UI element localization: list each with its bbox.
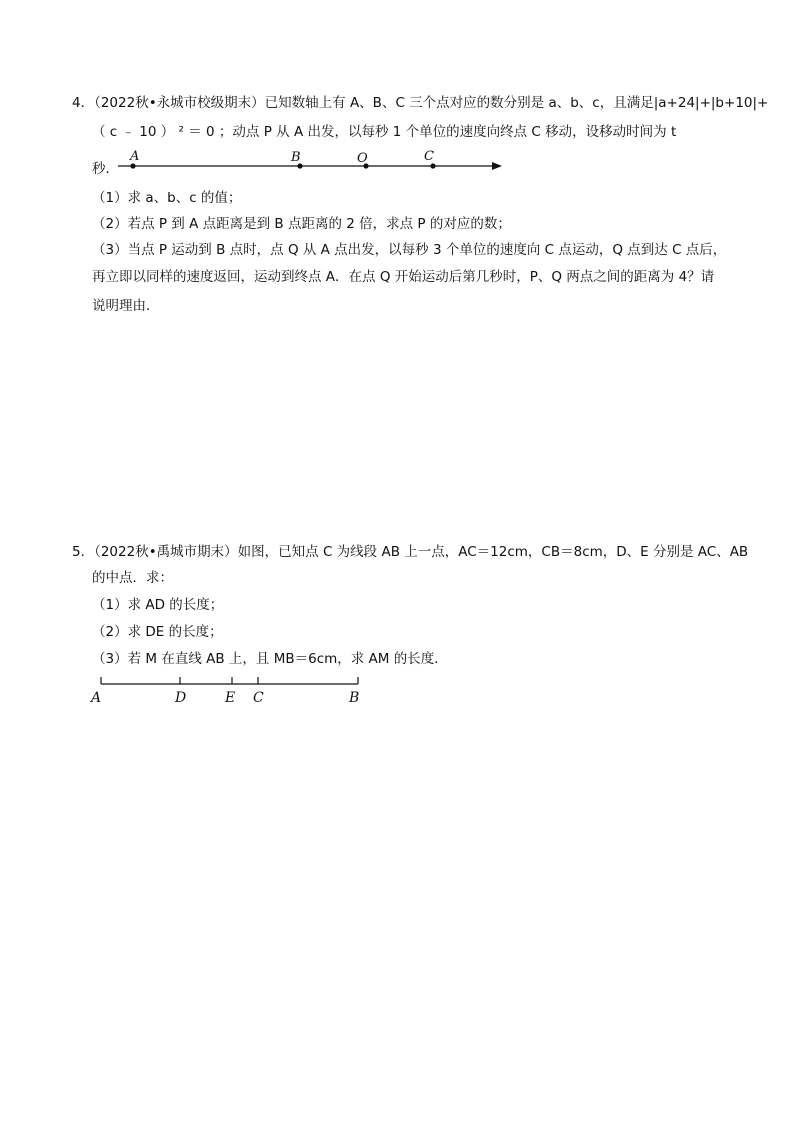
q4-subquestion-3-line-1: （3）当点 P 运动到 B 点时，点 Q 从 A 点出发，以每秒 3 个单位的速度向 C 点运动，Q 点到达 C 点后， [92, 242, 727, 258]
q4-stem-line-1: 4．（2022秋•永城市校级期末）已知数轴上有 A、B、C 三个点对应的数分别是 a、b、c，且满足|a+24|+|b+10|+ [72, 95, 769, 111]
q4-subquestion-2: （2）若点 P 到 A 点距离是到 B 点距离的 2 倍，求点 P 的对应的数； [92, 216, 511, 232]
label-o: O [357, 151, 368, 166]
label-e: E [225, 690, 236, 706]
q5-subquestion-1: （1）求 AD 的长度； [92, 597, 224, 613]
point-c-dot [430, 163, 435, 168]
q5-subquestion-2: （2）求 DE 的长度； [92, 624, 223, 640]
label-b: B [349, 690, 360, 706]
q4-subquestion-3-line-2: 再立即以同样的速度返回，运动到终点 A．在点 Q 开始运动后第几秒时，P、Q 两点之间的距离为 4？请 [92, 269, 715, 285]
q5-subquestion-3: （3）若 M 在直线 AB 上，且 MB＝6cm，求 AM 的长度． [92, 651, 448, 667]
label-a: A [91, 690, 102, 706]
q5-stem-line-1: 5．（2022秋•禹城市期末）如图，已知点 C 为线段 AB 上一点，AC＝12cm，CB＝8cm，D、E 分别是 AC、AB [72, 544, 749, 560]
label-a: A [130, 149, 140, 164]
point-a-dot [130, 163, 135, 168]
q5-segment-figure [89, 677, 359, 706]
q4-number-line [118, 149, 502, 170]
number-line-arrowhead [492, 162, 502, 170]
q4-stem-line-2: （ c ﹣ 10 ） ² ＝ 0 ；动点 P 从 A 出发，以每秒 1 个单位的速度向终点 C 移动，设移动时间为 t [92, 124, 677, 140]
q4-stem-line-3: 秒． [92, 161, 119, 177]
label-c: C [424, 149, 434, 164]
q4-subquestion-3-line-3: 说明理由． [92, 298, 160, 314]
q5-stem-line-2: 的中点．求： [92, 570, 173, 586]
label-b: B [291, 150, 301, 165]
q4-subquestion-1: （1）求 a、b、c 的值； [92, 190, 242, 206]
label-d: D [175, 690, 187, 706]
label-c: C [253, 690, 264, 706]
